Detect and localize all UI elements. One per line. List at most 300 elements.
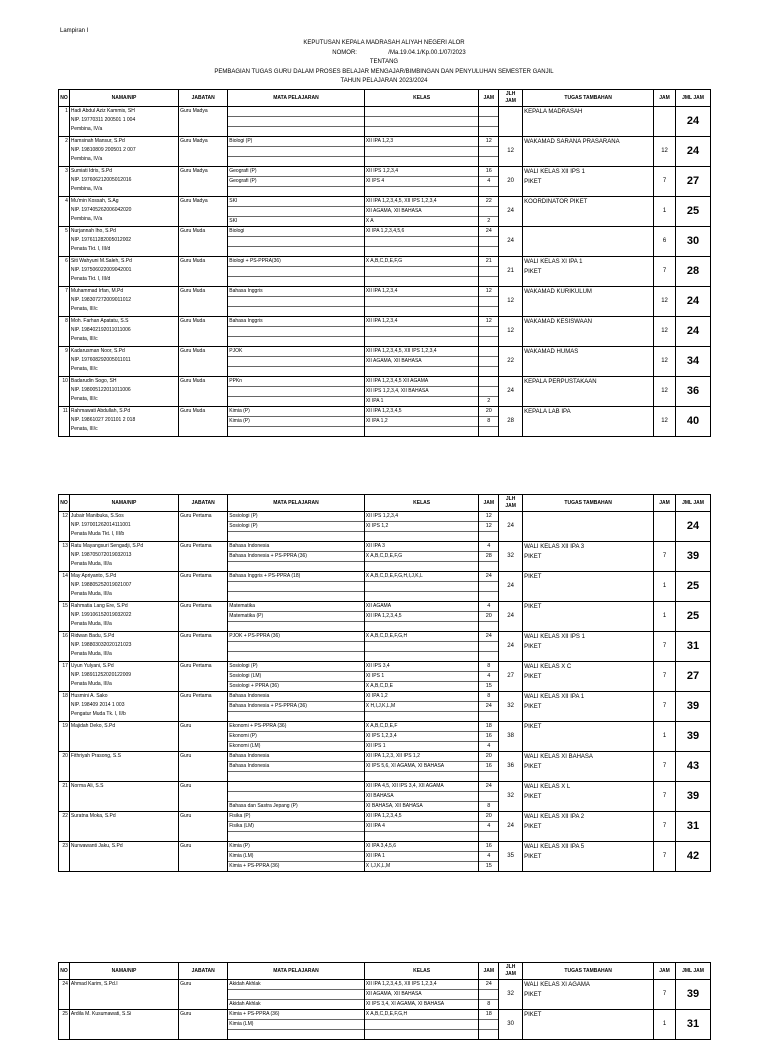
subject-line [228, 157, 364, 166]
table-row [59, 512, 711, 542]
total-teaching-hours: 24 [499, 197, 523, 227]
total-teaching-hours: 35 [499, 842, 523, 872]
duty-line: WAKAMAD KURIKULUM [524, 289, 592, 295]
teacher-rank: Pembina, IV/a [70, 216, 103, 222]
class-line: XII BAHASA [365, 792, 479, 802]
grand-total-hours: 40 [675, 407, 710, 437]
col-nama-nip: NAMA/NIP [69, 90, 178, 107]
teacher-name-nip [69, 602, 178, 632]
subject-line: Sosiologi (P) [228, 662, 364, 672]
col-jam: JAM [479, 963, 499, 980]
duty-hours: 7 [654, 980, 676, 1010]
additional-duty [523, 602, 654, 632]
class-line: XII AGAMA [365, 602, 479, 612]
class-cell [364, 287, 479, 317]
table-row [59, 167, 711, 197]
total-teaching-hours: 38 [499, 722, 523, 752]
grand-total-hours: 24 [675, 512, 710, 542]
subject-line: Kimia (P) [228, 407, 364, 417]
table-row [59, 407, 711, 437]
subject-line: Ekonomi (P) [228, 732, 364, 742]
teacher-name-nip [69, 167, 178, 197]
class-cell [364, 1010, 479, 1040]
hours-line [479, 357, 498, 367]
col-jam: JAM [479, 495, 499, 512]
hours-line: 16 [479, 167, 498, 177]
subject-line: Matematika (P) [228, 612, 364, 622]
table-row [59, 602, 711, 632]
teacher-position: Guru Pertama [179, 602, 228, 632]
teacher-rank [71, 1028, 177, 1037]
subject-cell [228, 167, 365, 197]
subject-cell [228, 1010, 365, 1040]
hours-line [479, 127, 498, 136]
teacher-name: Ridwan Badu, S.Pd [70, 633, 115, 639]
teacher-position: Guru Madya [179, 167, 228, 197]
header-tentang: TENTANG [369, 59, 399, 65]
teacher-position: Guru Madya [179, 107, 228, 137]
nomor-value: /Ma.19.04.1/Kp.00.1/07/2023 [388, 49, 466, 56]
teacher-name: Rahmawati Abdullah, S.Pd [70, 408, 131, 414]
subject-line: Biologi [228, 227, 364, 237]
additional-duty [523, 227, 654, 257]
col-jlh-jam: JLH JAM [499, 90, 523, 107]
col-no: NO [59, 495, 70, 512]
class-line [365, 772, 479, 781]
hours-line: 12 [479, 317, 498, 327]
class-line [365, 297, 479, 307]
subject-cell [228, 980, 365, 1010]
hours-line: 20 [479, 612, 498, 622]
duty-line: PIKET [524, 824, 542, 830]
class-line: XII IPA 1,2,3 [365, 137, 479, 147]
additional-duty [523, 782, 654, 812]
class-line [365, 367, 479, 376]
teacher-position: Guru Muda [179, 317, 228, 347]
total-teaching-hours: 32 [499, 782, 523, 812]
class-line: XII IPA 1,2,3,4,5 XII AGAMA [365, 377, 479, 387]
duty-line: PIKET [524, 764, 542, 770]
teacher-nip [71, 791, 177, 800]
teacher-position: Guru Muda [179, 377, 228, 407]
class-line: XII IPA 1,2,3,4 [365, 287, 479, 297]
header-row [59, 90, 711, 107]
duty-line: WAKAMAD KESISWAAN [524, 319, 593, 325]
class-line [365, 592, 479, 601]
table-row [59, 980, 711, 1010]
col-no: NO [59, 963, 70, 980]
subject-line: Geografi (P) [228, 177, 364, 187]
duty-line: PIKET [524, 724, 542, 730]
hours-line: 4 [479, 852, 498, 862]
total-teaching-hours: 20 [499, 167, 523, 197]
table-header [59, 90, 711, 107]
col-kelas: KELAS [364, 90, 479, 107]
hours-line [479, 347, 498, 357]
class-line: X H,I,J,K,L,M [365, 702, 479, 712]
subject-line: Sosiologi (LM) [228, 672, 364, 682]
total-teaching-hours: 24 [499, 377, 523, 407]
row-number: 4 [59, 197, 70, 227]
teacher-name-nip [69, 692, 178, 722]
duty-hours: 7 [654, 812, 676, 842]
grand-total-hours: 25 [675, 602, 710, 632]
teacher-position: Guru [179, 722, 228, 752]
grand-total-hours: 24 [675, 107, 710, 137]
class-line [365, 712, 479, 721]
additional-duty [523, 377, 654, 407]
row-number: 25 [59, 1010, 70, 1040]
subject-line [228, 327, 364, 337]
teacher-rank: Penata, III/c [70, 426, 98, 432]
subject-line [228, 277, 364, 286]
teacher-name-nip [69, 107, 178, 137]
class-line: X A,B,C,D,E,F,G,H,I,J,K,L [365, 572, 479, 582]
subject-line [228, 652, 364, 661]
hours-line: 4 [479, 602, 498, 612]
teacher-table [58, 962, 711, 1040]
teacher-rank: Penata Tkt. I, III/d [70, 276, 111, 282]
additional-duty [523, 980, 654, 1010]
hours-line: 12 [479, 522, 498, 532]
teacher-position: Guru Muda [179, 257, 228, 287]
additional-duty [523, 317, 654, 347]
grand-total-hours: 39 [675, 782, 710, 812]
teacher-rank: Pembina, IV/a [70, 126, 103, 132]
hours-line: 20 [479, 752, 498, 762]
hours-line [479, 772, 498, 781]
subject-line [228, 297, 364, 307]
teacher-name: Moh. Farhan Apatatu, S.S [70, 318, 129, 324]
class-cell [364, 602, 479, 632]
table-row [59, 347, 711, 377]
subject-line [228, 772, 364, 781]
duty-hours: 6 [654, 227, 676, 257]
teacher-name: Ardila M. Kusumawati, S.Si [70, 1011, 132, 1017]
class-line: XII IPA 4 [365, 822, 479, 832]
duty-line: PIKET [524, 179, 542, 185]
hours-line [479, 652, 498, 661]
class-line: X A,B,C,D,E,F,G [365, 257, 479, 267]
table-row [59, 632, 711, 662]
table-row [59, 197, 711, 227]
hours-cell [479, 377, 499, 407]
class-line: XII AGAMA, XII BAHASA [365, 357, 479, 367]
hours-line [479, 582, 498, 592]
subject-line [228, 712, 364, 721]
hours-line: 24 [479, 632, 498, 642]
total-teaching-hours: 12 [499, 287, 523, 317]
class-line: XI IPA 3,4,5,6 [365, 842, 479, 852]
hours-line: 24 [479, 227, 498, 237]
teacher-name-nip [69, 137, 178, 167]
duty-hours: 7 [654, 167, 676, 197]
grand-total-hours: 25 [675, 572, 710, 602]
teacher-name: Badarudin Sogo, SH [70, 378, 117, 384]
teacher-rank: Pembina, IV/a [70, 186, 103, 192]
hours-line: 2 [487, 218, 491, 224]
hours-line: 8 [487, 1001, 491, 1007]
table-header [59, 963, 711, 980]
class-line [365, 117, 479, 127]
class-line: XII IPA 1,2,3,4 [365, 317, 479, 327]
subject-line [228, 792, 364, 802]
grand-total-hours: 30 [675, 227, 710, 257]
row-number: 18 [59, 692, 70, 722]
subject-line: Akidah Akhlak [228, 980, 364, 990]
row-number: 8 [59, 317, 70, 347]
subject-line [228, 147, 364, 157]
grand-total-hours: 36 [675, 377, 710, 407]
subject-line: Sosiologi + PPRA (36) [229, 683, 279, 689]
row-number: 9 [59, 347, 70, 377]
teacher-position: Guru [179, 782, 228, 812]
class-line: XII IPA 1,2,3,4,5, XII IPS 1,2,3,4 [365, 347, 479, 357]
subject-line [228, 247, 364, 256]
duty-hours: 12 [654, 407, 676, 437]
teacher-nip [71, 851, 177, 860]
duty-line [524, 512, 652, 522]
subject-line [228, 562, 364, 571]
subject-cell [228, 107, 365, 137]
teacher-position: Guru Pertama [179, 542, 228, 572]
subject-cell [228, 632, 365, 662]
hours-cell [479, 1010, 499, 1040]
hours-line: 12 [479, 137, 498, 147]
teacher-rank: Penata Muda, III/a [70, 591, 112, 597]
hours-line [479, 990, 498, 1000]
duty-hours: 7 [654, 662, 676, 692]
teacher-nip [71, 731, 177, 740]
subject-cell [228, 812, 365, 842]
total-teaching-hours: 32 [499, 692, 523, 722]
hours-line [479, 117, 498, 127]
hours-line [479, 277, 498, 286]
col-jabatan: JABATAN [179, 90, 228, 107]
row-number: 16 [59, 632, 70, 662]
duty-line: KOORDINATOR PIKET [524, 199, 588, 205]
additional-duty [523, 662, 654, 692]
row-number: 7 [59, 287, 70, 317]
subject-cell [228, 377, 365, 407]
class-cell [364, 632, 479, 662]
table-row [59, 107, 711, 137]
teacher-name: Rahmatia Lang Ere, S.Pd [70, 603, 128, 609]
duty-line: WAKAMAD HUMAS [524, 349, 579, 355]
teacher-rank: Penata, III/c [70, 306, 98, 312]
teacher-name: May Apriyanto, S.Pd [70, 573, 117, 579]
duty-line: PIKET [524, 574, 542, 580]
teacher-position: Guru [179, 1010, 228, 1040]
teacher-position: Guru Muda [179, 347, 228, 377]
class-cell [364, 812, 479, 842]
teacher-name-nip [69, 1010, 178, 1040]
subject-line [228, 367, 364, 376]
grand-total-hours: 39 [675, 542, 710, 572]
hours-line: 24 [479, 572, 498, 582]
lampiran-label: Lampiran I [60, 28, 89, 34]
duty-hours: 12 [654, 137, 676, 167]
additional-duty [523, 287, 654, 317]
hours-line [479, 832, 498, 841]
class-line [365, 187, 479, 196]
grand-total-hours: 39 [675, 692, 710, 722]
class-line [365, 1020, 479, 1030]
hours-cell [479, 347, 499, 377]
teacher-table [58, 89, 711, 437]
hours-line [479, 157, 498, 166]
subject-cell [228, 197, 365, 227]
total-teaching-hours: 12 [499, 317, 523, 347]
table-body [59, 107, 711, 437]
col-mata-pelajaran: MATA PELAJARAN [228, 495, 365, 512]
hours-line: 15 [485, 863, 492, 869]
class-cell [364, 782, 479, 812]
hours-line: 20 [479, 812, 498, 822]
hours-line [479, 562, 498, 571]
teacher-name: Ratu Mayangsuri Sengadji, S.Pd [70, 543, 144, 549]
grand-total-hours: 27 [675, 167, 710, 197]
duty-line: KEPALA PERPUSTAKAAN [524, 379, 597, 385]
row-number: 23 [59, 842, 70, 872]
class-line: X A [365, 218, 374, 224]
class-line [365, 832, 479, 841]
subject-line [228, 990, 364, 1000]
class-line: XII IPA 1,2,3,4,5 [365, 612, 479, 622]
teacher-name-nip [69, 542, 178, 572]
teacher-position: Guru [179, 842, 228, 872]
duty-hours: 1 [654, 572, 676, 602]
teacher-rank: Penata Muda Tkt. I, III/b [70, 531, 125, 537]
subject-line: Bahasa Indonesia + PS-PPRA (36) [228, 552, 364, 562]
class-line [365, 427, 479, 436]
subject-line [228, 207, 364, 217]
teacher-name: Muhammad Irfan, M.Pd [70, 288, 124, 294]
row-number: 21 [59, 782, 70, 812]
subject-line: Kimia + PS-PPRA (36) [229, 863, 280, 869]
hours-line: 4 [479, 822, 498, 832]
teacher-table [58, 494, 711, 872]
hours-cell [479, 980, 499, 1010]
hours-line [479, 1030, 498, 1039]
col-jabatan: JABATAN [179, 495, 228, 512]
subject-line: Fisika (LM) [228, 822, 364, 832]
teacher-nip: NIP. 19861027 201101 2 018 [70, 417, 136, 423]
class-line [365, 327, 479, 337]
col-jam-tugas: JAM [654, 90, 676, 107]
row-number: 3 [59, 167, 70, 197]
teacher-rank: Penata Tkt. I, III/d [70, 246, 111, 252]
additional-duty [523, 542, 654, 572]
teacher-name-nip [69, 512, 178, 542]
teacher-nip [71, 989, 177, 998]
subject-line: Kimia (LM) [228, 1020, 364, 1030]
teacher-position: Guru [179, 752, 228, 782]
teacher-position: Guru [179, 980, 228, 1010]
teacher-rank: Pengatur Muda Tk. I, II/b [70, 711, 126, 717]
subject-line: SKI [228, 197, 364, 207]
teacher-name: Hadi Abdul Aziz Kammis, SH [70, 108, 135, 114]
grand-total-hours: 39 [675, 980, 710, 1010]
col-jlh-jam: JLH JAM [499, 495, 523, 512]
class-line: XII IPS 1,2,3,4 [365, 167, 479, 177]
hours-line: 24 [479, 702, 498, 712]
teacher-position: Guru Pertama [179, 572, 228, 602]
subject-line [228, 532, 364, 541]
teacher-name-nip [69, 347, 178, 377]
class-line: XII IPS 1 [365, 743, 386, 749]
teacher-rank: Penata Muda, III/a [70, 621, 112, 627]
class-cell [364, 692, 479, 722]
table-row [59, 287, 711, 317]
hours-line [479, 592, 498, 601]
subject-line: Bahasa Indonesia [228, 692, 364, 702]
col-tugas-tambahan: TUGAS TAMBAHAN [523, 90, 654, 107]
row-number: 10 [59, 377, 70, 407]
subject-cell [228, 842, 365, 872]
duty-line: WALI KELAS X L [524, 784, 571, 790]
duty-hours: 7 [654, 842, 676, 872]
class-line: XII IPA 3 [365, 542, 479, 552]
table-row [59, 752, 711, 782]
col-jlh-jam: JLH JAM [499, 963, 523, 980]
grand-total-hours: 39 [675, 722, 710, 752]
teacher-name-nip [69, 377, 178, 407]
class-line [365, 127, 479, 136]
duty-line: PIKET [524, 854, 542, 860]
subject-cell [228, 692, 365, 722]
teacher-name: Suratna Moka, S.Pd [70, 813, 116, 819]
class-line: XI IPS 4 [365, 177, 479, 187]
hours-cell [479, 722, 499, 752]
grand-total-hours: 24 [675, 287, 710, 317]
hours-cell [479, 167, 499, 197]
subject-line: Bahasa Indonesia [228, 762, 364, 772]
hours-line [479, 307, 498, 316]
table-row [59, 692, 711, 722]
hours-line: 18 [479, 1010, 498, 1020]
col-mata-pelajaran: MATA PELAJARAN [228, 963, 365, 980]
duty-hours: 12 [654, 347, 676, 377]
subject-line [228, 642, 364, 652]
class-line [365, 337, 479, 346]
teacher-nip [71, 821, 177, 830]
teacher-position: Guru Pertama [179, 512, 228, 542]
additional-duty [523, 572, 654, 602]
subject-cell [228, 782, 365, 812]
teacher-nip: NIP. 197611282005012002 [70, 237, 132, 243]
hours-line: 15 [485, 683, 492, 689]
hours-cell [479, 407, 499, 437]
teacher-name: Uyun Yulyani, S.Pd [70, 663, 114, 669]
class-line: XI IPS 5,6, XI AGAMA, XI BAHASA [365, 762, 479, 772]
class-line: XII IPS 3,4 [365, 662, 479, 672]
row-number: 17 [59, 662, 70, 692]
total-teaching-hours: 32 [499, 980, 523, 1010]
class-line [365, 582, 479, 592]
teacher-name: Husmini A. Sako [70, 693, 108, 699]
class-line [365, 107, 479, 117]
duty-line: WALI KELAS XII IPS 1 [524, 169, 585, 175]
hours-line [479, 1020, 498, 1030]
hours-cell [479, 782, 499, 812]
class-line [365, 532, 479, 541]
subject-line [228, 582, 364, 592]
subject-line [228, 397, 364, 406]
class-cell [364, 137, 479, 167]
additional-duty [523, 197, 654, 227]
class-line: X A,B,C,D,E,F [365, 722, 479, 732]
